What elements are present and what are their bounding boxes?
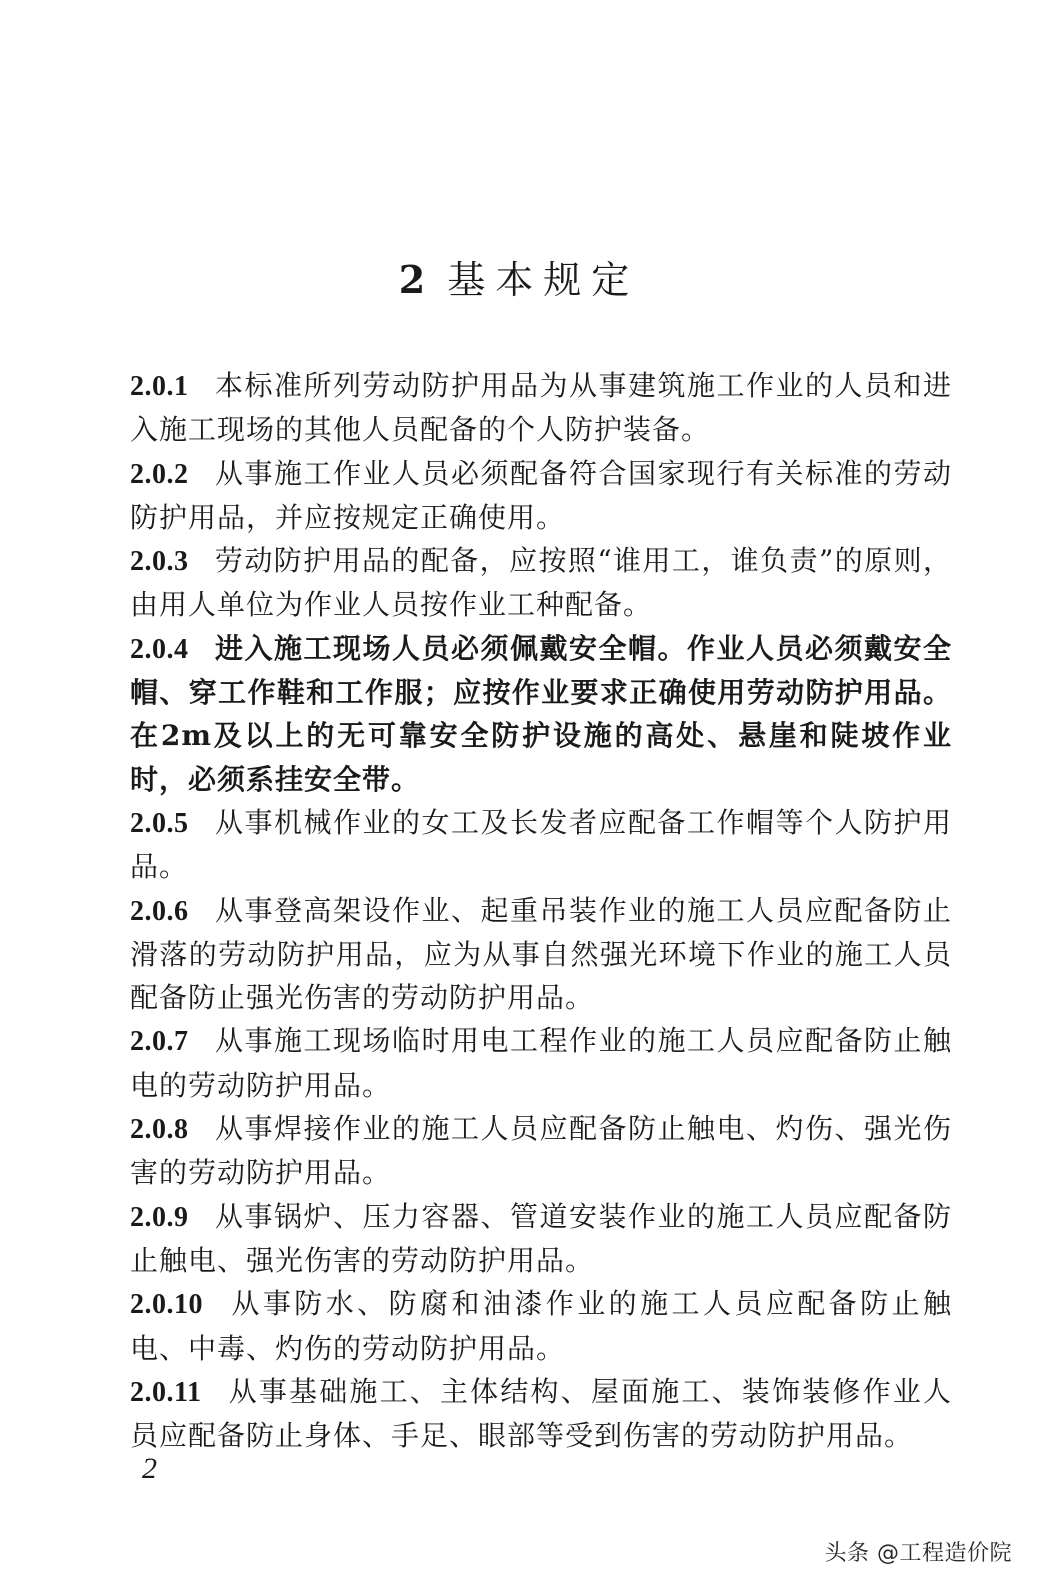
- clause-number: 2.0.8: [130, 1114, 189, 1146]
- clause-2-0-4: [130, 627, 952, 801]
- clause-text: 劳动防护用品的配备，应按照“谁用工，谁负责”的原则，由用人单位为作业人员按作业工种配备。: [130, 544, 952, 622]
- clause-text: 本标准所列劳动防护用品为从事建筑施工作业的人员和进入施工现场的其他人员配备的个人防护装备。: [130, 369, 952, 447]
- clause-2-0-7: [130, 1019, 952, 1107]
- clause-text: 从事基础施工、主体结构、屋面施工、装饰装修作业人员应配备防止身体、手足、眼部等受到伤害的劳动防护用品。: [130, 1374, 952, 1453]
- clause-text: 从事施工作业人员必须配备符合国家现行有关标准的劳动防护用品，并应按规定正确使用。: [130, 456, 952, 534]
- clause-text: 从事施工现场临时用电工程作业的施工人员应配备防止触电的劳动防护用品。: [130, 1024, 952, 1102]
- clause-text-mandatory: 进入施工现场人员必须佩戴安全帽。作业人员必须戴安全帽、穿工作鞋和工作服；应按作业要求正确使用劳动防护用品。在2m及以上的无可靠安全防护设施的高处、悬崖和陡坡作业时，必须系挂安全带。: [130, 631, 952, 796]
- clause-number: 2.0.1: [130, 371, 189, 402]
- clause-text: 从事锅炉、压力容器、管道安装作业的施工人员应配备防止触电、强光伤害的劳动防护用品。: [130, 1199, 952, 1277]
- clause-number: 2.0.4: [130, 633, 189, 665]
- chapter-heading: [0, 252, 1038, 308]
- clause-2-0-11: [130, 1370, 952, 1458]
- clause-number: 2.0.10: [130, 1289, 203, 1321]
- clause-list: [130, 364, 952, 1457]
- clause-2-0-6: [130, 889, 952, 1020]
- clause-number: 2.0.2: [130, 458, 189, 490]
- clause-number: 2.0.5: [130, 807, 189, 839]
- clause-2-0-8: [130, 1107, 952, 1195]
- clause-number: 2.0.7: [130, 1026, 189, 1058]
- chapter-title: 基本规定: [447, 258, 640, 302]
- clause-number: 2.0.9: [130, 1201, 189, 1233]
- clause-2-0-2: [130, 452, 952, 540]
- clause-2-0-5: [130, 801, 952, 889]
- page-number: 2: [142, 1452, 157, 1485]
- clause-number: 2.0.3: [130, 546, 189, 578]
- clause-2-0-10: [130, 1282, 952, 1370]
- chapter-number: 2: [398, 257, 426, 302]
- clause-text: 从事焊接作业的施工人员应配备防止触电、灼伤、强光伤害的劳动防护用品。: [130, 1112, 952, 1190]
- clause-2-0-9: [130, 1195, 952, 1283]
- watermark: 头条 @工程造价院: [824, 1541, 1012, 1566]
- clause-2-0-1: [130, 364, 952, 452]
- clause-number: 2.0.11: [130, 1376, 202, 1408]
- clause-2-0-3: [130, 539, 952, 627]
- clause-text: 从事防水、防腐和油漆作业的施工人员应配备防止触电、中毒、灼伤的劳动防护用品。: [130, 1287, 952, 1365]
- clause-text: 从事登高架设作业、起重吊装作业的施工人员应配备防止滑落的劳动防护用品，应为从事自然强光环境下作业的施工人员配备防止强光伤害的劳动防护用品。: [130, 893, 952, 1015]
- clause-text: 从事机械作业的女工及长发者应配备工作帽等个人防护用品。: [130, 805, 952, 884]
- clause-number: 2.0.6: [130, 895, 189, 927]
